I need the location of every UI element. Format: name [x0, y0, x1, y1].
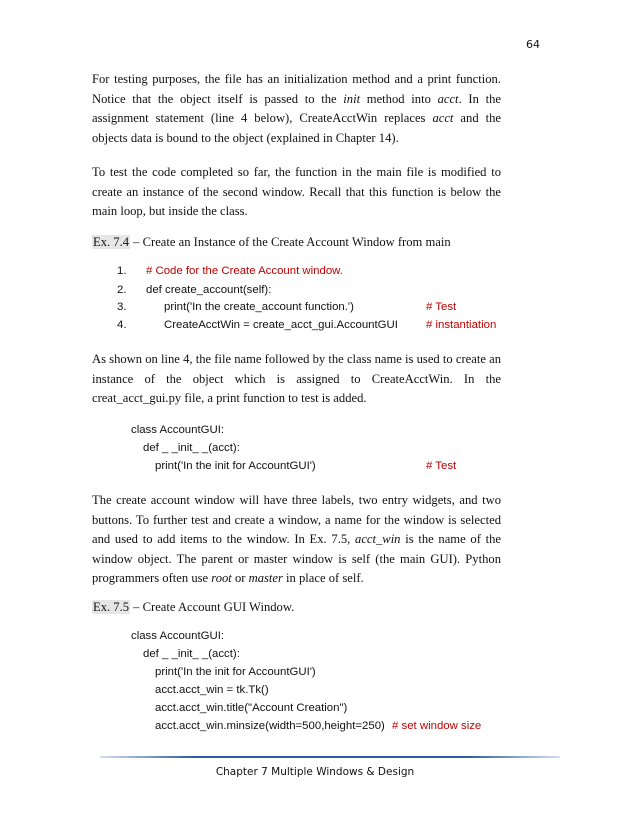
para1-italic-init: init: [343, 91, 361, 106]
footer-divider: [100, 756, 560, 758]
paragraph-intro: [92, 70, 501, 148]
code-comment: # Test: [426, 460, 457, 472]
code-line: acct.acct_win.minsize(width=500,height=250): [155, 720, 385, 732]
paragraph-window: [92, 491, 501, 589]
example-7-5-heading: [92, 600, 294, 615]
code-line: def create_account(self):: [146, 284, 272, 296]
code-line: class AccountGUI:: [131, 424, 225, 436]
code-line: print('In the init for AccountGUI'): [155, 666, 316, 678]
line-number: 2.: [117, 284, 127, 296]
para1-italic-acct-2: acct: [432, 111, 454, 126]
para4-text-g: in place of self.: [282, 571, 364, 586]
example-tag: Ex. 7.5: [93, 600, 130, 614]
para4-italic-master: master: [248, 571, 283, 586]
para1-italic-acct: acct: [437, 91, 459, 106]
para1-text-g: and the objects data is bound to the object (explained in Chapter 14).: [92, 111, 501, 145]
para4-italic-root: root: [211, 571, 232, 586]
page-number: 64: [526, 38, 540, 51]
para4-italic-acct-win: acct_win: [355, 532, 401, 547]
para1-text-c: method into: [360, 91, 438, 106]
code-comment: # Test: [426, 301, 457, 313]
code-comment: # set window size: [392, 720, 482, 732]
code-line: print('In the init for AccountGUI'): [155, 460, 316, 472]
example-7-4-heading: [92, 235, 451, 250]
paragraph-explanation: As shown on line 4, the file name followed by the class name is used to create an instance of the object which is assigned to CreateAcctWin. In the creat_acct_gui.py file, a print function to test is added.: [92, 352, 501, 406]
example-title: – Create an Instance of the Create Account Window from main: [130, 235, 451, 249]
footer-chapter-title: Chapter 7 Multiple Windows & Design: [215, 766, 415, 778]
code-line: acct.acct_win = tk.Tk(): [155, 684, 269, 696]
code-line: class AccountGUI:: [131, 630, 225, 642]
code-comment: # instantiation: [426, 319, 497, 331]
example-tag: Ex. 7.4: [93, 235, 130, 249]
paragraph-test: To test the code completed so far, the function in the main file is modified to create an instance of the second window. Recall that this function is below the main loop, but inside the class.: [92, 165, 501, 219]
line-number: 1.: [117, 265, 127, 277]
code-line: print('In the create_account function.'): [164, 301, 354, 313]
code-line: def _ _init_ _(acct):: [143, 442, 240, 454]
line-number: 3.: [117, 301, 127, 313]
para4-text-c: is the name of the window object. The parent or master window is self (the main GUI). Python programmers often use: [92, 532, 501, 586]
para1-text-a: For testing purposes, the file has an initialization method and a print function. Notice that the object itself is passed to the: [92, 72, 501, 106]
line-number: 4.: [117, 319, 127, 331]
example-title: – Create Account GUI Window.: [130, 600, 295, 614]
para1-text-e: . In the assignment statement (line 4 below), CreateAcctWin replaces: [92, 91, 501, 126]
code-line: CreateAcctWin = create_acct_gui.AccountGUI: [164, 319, 398, 331]
para4-text-e: or: [231, 571, 249, 586]
code-line: acct.acct_win.title("Account Creation"): [155, 702, 348, 714]
code-line: def _ _init_ _(acct):: [143, 648, 240, 660]
code-line: # Code for the Create Account window.: [146, 265, 343, 277]
para4-text-a: The create account window will have three labels, two entry widgets, and two buttons. To further test and create a window, a name for the window is selected and used to add items to the window. In Ex. 7.5,: [92, 493, 501, 547]
